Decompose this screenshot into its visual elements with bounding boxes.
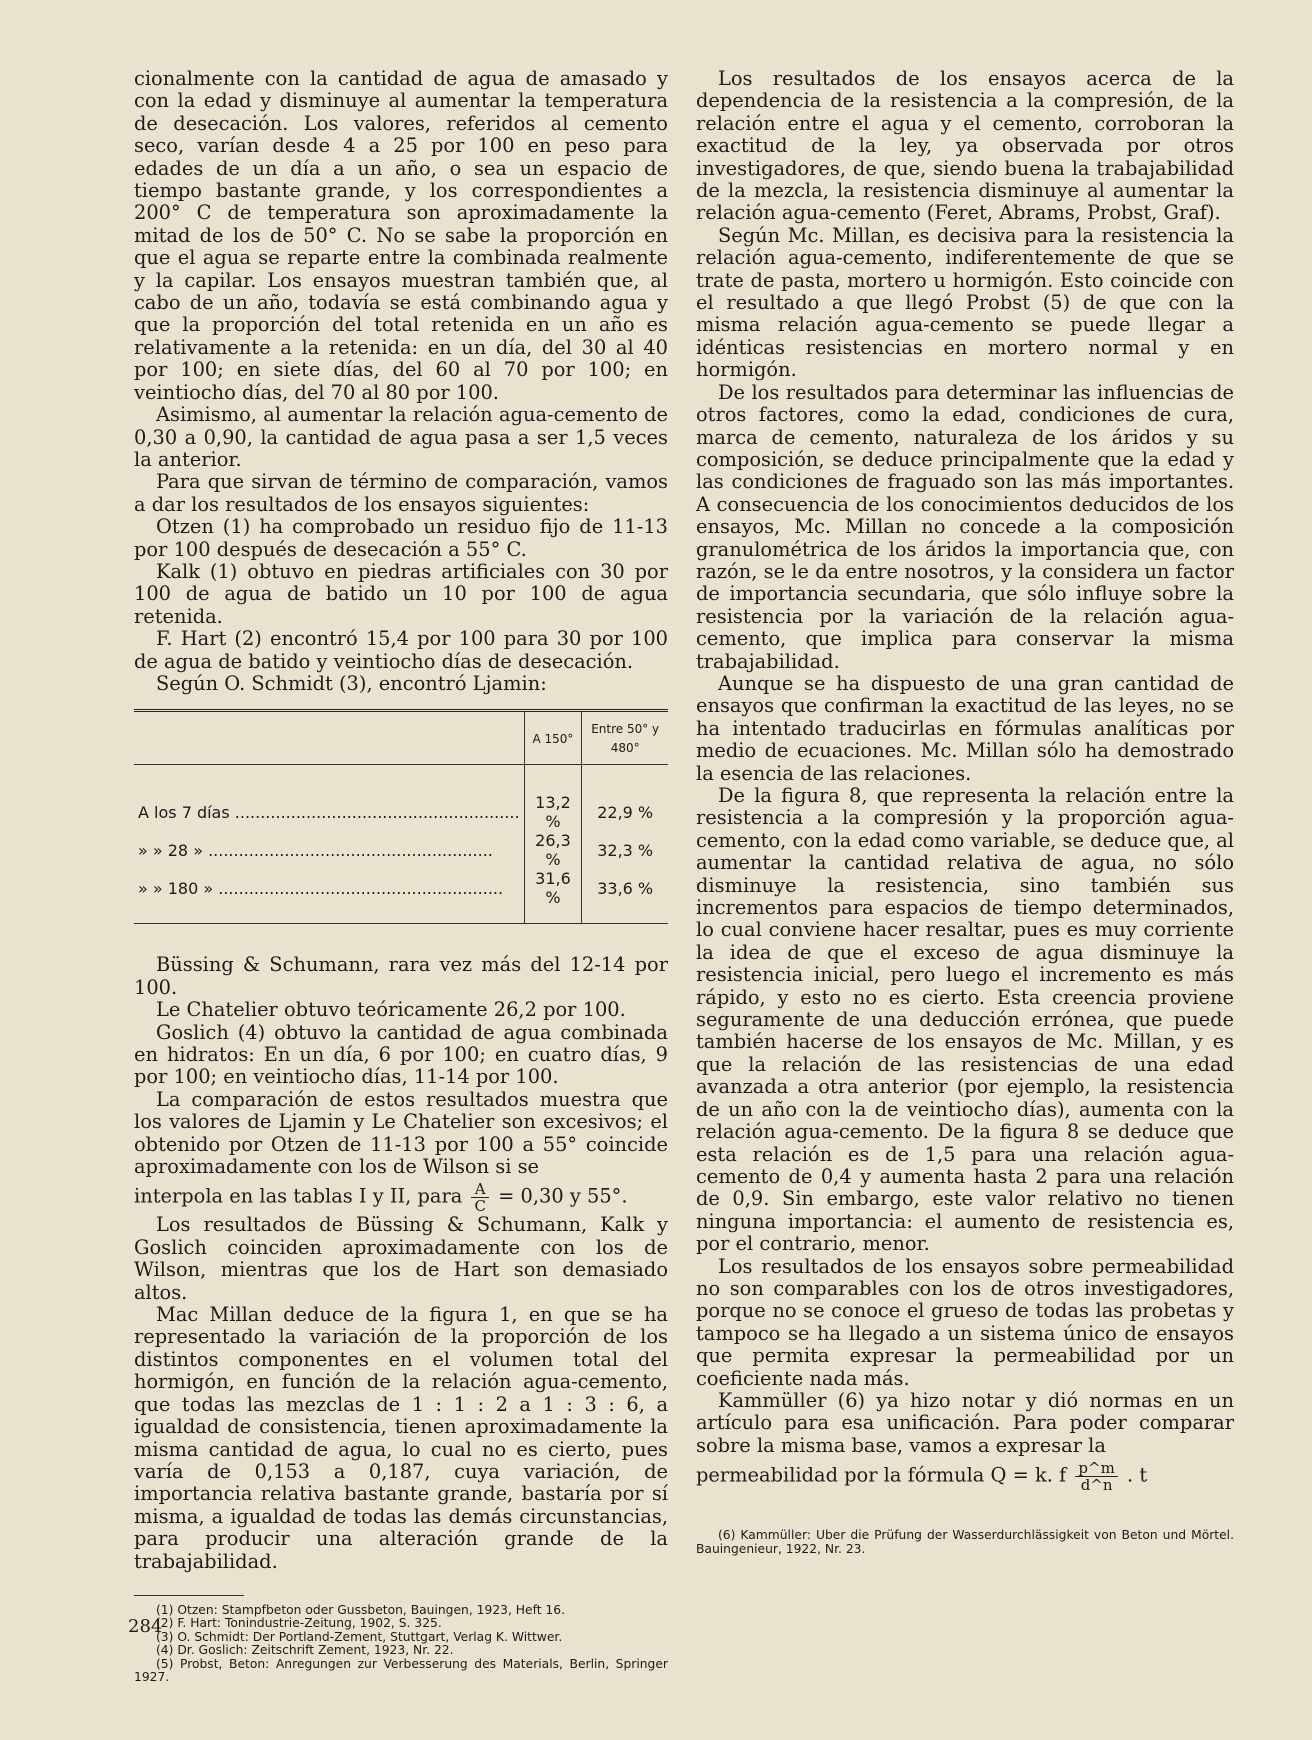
right-footnotes <box>696 1529 1234 1556</box>
left-column <box>134 68 668 1684</box>
paragraph: De la figura 8, que representa la relación entre la resistencia a la compresión y la proporción agua-cemento, con la edad como variable, se deduce que, al aumentar la cantidad relativa de agua, no sólo disminuye la resistencia, sino también sus incrementos para espacios de tiempo determinados, lo cual conviene hacer resaltar, pues es muy corriente la idea de que el exceso de agua disminuye la resistencia inicial, pero luego el incremento es más rápido, y esto no es cierto. Esta creencia proviene seguramente de una deducción errónea, que puede también hacerse de los ensayos de Mc. Millan, y es que la relación de las resistencias de una edad avanzada a otra anterior (por ejemplo, la resistencia de un año con la de veintiocho días), aumenta con la relación agua-cemento. De la figura 8 se deduce que esta relación es de 1,5 para una relación agua-cemento de 0,4 y aumenta hasta 2 para una relación de 0,9. Sin embargo, este valor relativo no tienen ninguna importancia: el aumento de resistencia es, por el contrario, menor. <box>696 784 1234 1256</box>
footnote: (6) Kammüller: Uber die Prüfung der Wasserdurchlässigkeit von Beton und Mörtel. Bauingenieur, 1922, Nr. 23. <box>696 1528 1234 1556</box>
table-cell: 33,6 % <box>582 869 668 924</box>
fraction-pm-over-dn: $\frac{p\^{}m}{d\^{}n}$ <box>1075 1460 1117 1493</box>
footnote: (4) Dr. Goslich: Zeitschrift Zement, 1923, Nr. 22. <box>156 1643 454 1658</box>
footnote: (2) F. Hart: Tonindustrie-Zeitung, 1902, S. 325. <box>156 1616 442 1631</box>
right-column <box>696 68 1234 1556</box>
paragraph: De los resultados para determinar las influencias de otros factores, como la edad, condiciones de cura, marca de cemento, naturaleza de los áridos y su composición, se deduce principalmente que la edad y las condiciones de fraguado son las más importantes. A consecuencia de los conocimientos deducidos de los ensayos, Mc. Millan no concede a la composición granulométrica de los áridos la importancia que, con razón, se le da entre nosotros, y la considera un factor de importancia secundaria, que sólo influye sobre la resistencia por la variación de la relación agua-cemento, que implica para conservar la misma trabajabilidad. <box>696 380 1234 673</box>
formula-line: interpola en las tablas I y II, para $\frac{A}{C}$ = 0,30 y 55°. <box>134 1180 628 1216</box>
table-row-label: » » 28 » ..... <box>134 831 524 869</box>
paragraph: Kammüller (6) ya hizo notar y dió normas en un artículo para esa unificación. Para poder comparar sobre la misma base, vamos a expresar la <box>696 1388 1234 1457</box>
paragraph: Büssing & Schumann, rara vez más del 12-14 por 100. <box>134 953 668 999</box>
paragraph: Según O. Schmidt (3), encontró Ljamin: <box>156 671 547 695</box>
page-number: 284 <box>128 1616 163 1637</box>
footnote-divider <box>134 1595 244 1596</box>
paragraph: Los resultados de Büssing & Schumann, Kalk y Goslich coinciden aproximadamente con los de Wilson, mientras que los de Hart son demasiado altos. <box>134 1213 668 1304</box>
paragraph: Asimismo, al aumentar la relación agua-cemento de 0,30 a 0,90, la cantidad de agua pasa a ser 1,5 veces la anterior. <box>134 403 668 471</box>
paragraph: Según Mc. Millan, es decisiva para la resistencia la relación agua-cemento, indiferentemente de que se trate de pasta, mortero u hormigón. Esto coincide con el resultado a que llegó Probst (5) de que con la misma relación agua-cemento se puede llegar a idénticas resistencias en mortero normal y en hormigón. <box>696 223 1234 382</box>
paragraph: Goslich (4) obtuvo la cantidad de agua combinada en hidratos: En un día, 6 por 100; en cuatro días, 9 por 100; en veintiocho días, 11-14 por 100. <box>134 1020 668 1089</box>
table-cell: 31,6 % <box>524 869 582 924</box>
paragraph: La comparación de estos resultados muestra que los valores de Ljamin y Le Chatelier son excesivos; el obtenido por Otzen de 11-13 por 100 a 55° coincide aproximadamente con los de Wilson si se <box>134 1087 668 1179</box>
paragraph: Le Chatelier obtuvo teóricamente 26,2 por 100. <box>156 998 626 1022</box>
table-cell: 13,2 % <box>524 765 582 832</box>
paragraph: Los resultados de los ensayos sobre permeabilidad no son comparables con los de otros investigadores, porque no se conoce el grueso de todas las probetas y tampoco se ha llegado a un sistema único de ensayos que permita expresar la permeabilidad por un coeficiente nada más. <box>696 1254 1234 1390</box>
table-cell: 32,3 % <box>582 831 668 869</box>
fraction-a-over-c: $\frac{A}{C}$ <box>471 1181 488 1214</box>
table-cell: 26,3 % <box>524 831 582 869</box>
table-header: Entre 50° y 480° <box>582 711 668 765</box>
paragraph: Los resultados de los ensayos acerca de la dependencia de la resistencia a la compresión, de la relación entre el agua y el cemento, corroboran la exactitud de la ley, ya observada por otros investigadores, de que, siendo buena la trabajabilidad de la mezcla, la resistencia disminuye al aumentar la relación agua-cemento (Feret, Abrams, Probst, Graf). <box>696 67 1234 225</box>
table-row-label: » » 180 » ..... <box>134 869 524 924</box>
footnote: (1) Otzen: Stampfbeton oder Gussbeton, Bauingen, 1923, Heft 16. <box>156 1602 565 1617</box>
ljamin-table <box>134 709 668 924</box>
footnote: (5) Probst, Beton: Anregungen zur Verbesserung des Materials, Berlin, Springer 1927. <box>134 1656 668 1684</box>
table-header: A 150° <box>524 711 582 765</box>
paragraph: Mac Millan deduce de la figura 1, en que se ha representado la variación de la proporción de los distintos componentes en el volumen total del hormigón, en función de la relación agua-cemento, que todas las mezclas de 1 : 1 : 2 a 1 : 3 : 6, a igualdad de consistencia, tienen aproximadamente la misma cantidad de agua, lo cual no es cierto, pues varía de 0,153 a 0,187, cuya variación, de importancia relativa bastante grande, bastaría por sí misma, a igualdad de todas las demás circunstancias, para producir una alteración grande de la trabajabilidad. <box>134 1303 668 1573</box>
table-row <box>134 869 668 924</box>
paragraph: Kalk (1) obtuvo en piedras artificiales con 30 por 100 de agua de batido un 10 por 100 de agua retenida. <box>134 559 668 628</box>
paragraph: cionalmente con la cantidad de agua de amasado y con la edad y disminuye al aumentar la temperatura de desecación. Los valores, referidos al cemento seco, varían desde 4 a 25 por 100 en peso para edades de un día a un año, o sea un espacio de tiempo bastante grande, y los correspondientes a 200° C de temperatura son aproximadamente la mitad de los de 50° C. No se sabe la proporción en que el agua se reparte entre la combinada realmente y la capilar. Los ensayos muestran también que, al cabo de un año, todavía se está combinando agua y que la proporción del total retenida en un año es relativamente a la retenida: en un día, del 30 al 40 por 100; en siete días, del 60 al 70 por 100; en veintiocho días, del 70 al 80 por 100. <box>134 67 668 404</box>
table-row <box>134 765 668 832</box>
table-cell: 22,9 % <box>582 765 668 832</box>
paragraph: Otzen (1) ha comprobado un residuo fijo de 11-13 por 100 después de desecación a 55° C. <box>134 515 668 561</box>
paragraph: F. Hart (2) encontró 15,4 por 100 para 30 por 100 de agua de batido y veintiocho días de desecación. <box>134 627 668 673</box>
left-footnotes <box>134 1604 668 1684</box>
table-corner <box>134 711 524 765</box>
table-row <box>134 831 668 869</box>
footnote: (3) O. Schmidt: Der Portland-Zement, Stuttgart, Verlag K. Wittwer. <box>156 1629 563 1644</box>
formula-line: permeabilidad por la fórmula Q = k. f $\frac{p\^{}m}{d\^{}n}$ . t <box>696 1459 1148 1495</box>
table-row-label: A los 7 días ..... <box>134 765 524 832</box>
paragraph: Aunque se ha dispuesto de una gran cantidad de ensayos que confirman la exactitud de las leyes, no se ha intentado traducirlas en fórmulas analíticas por medio de ecuaciones. Mc. Millan sólo ha demostrado la esencia de las relaciones. <box>696 671 1234 785</box>
paragraph: Para que sirvan de término de comparación, vamos a dar los resultados de los ensayos siguientes: <box>134 470 668 516</box>
